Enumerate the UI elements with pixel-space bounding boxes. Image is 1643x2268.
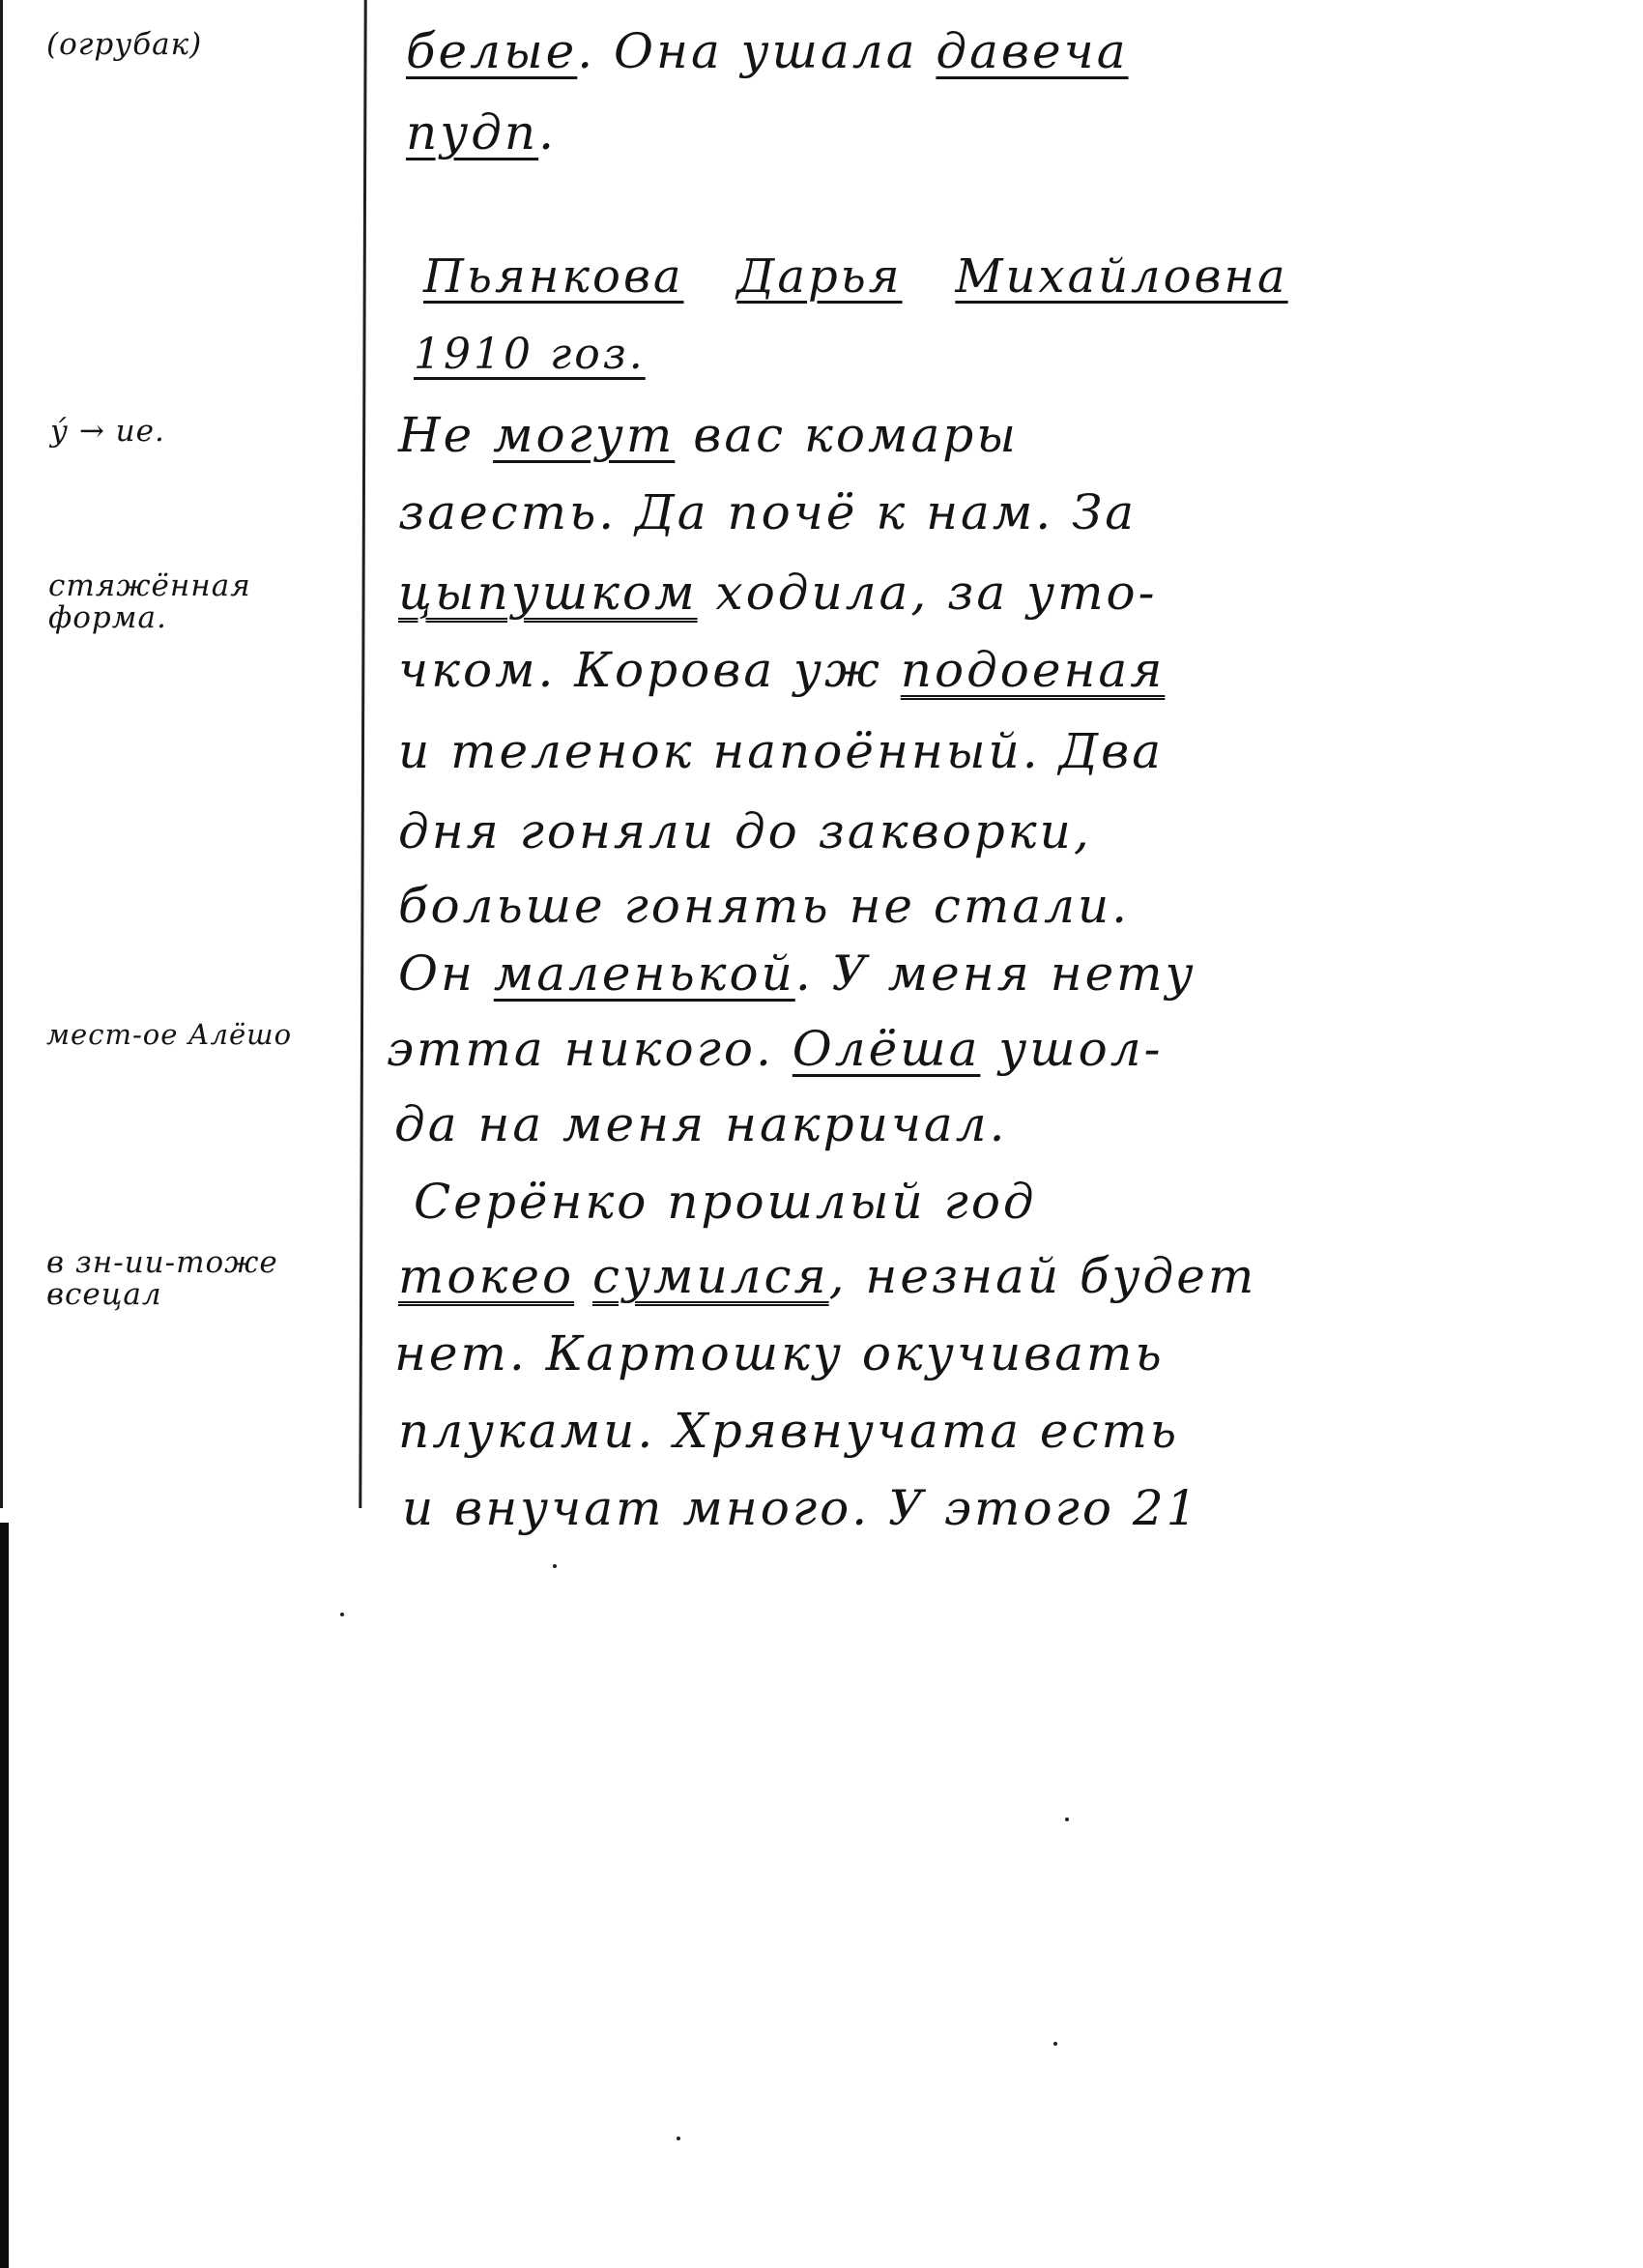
underlined-word: могут (493, 407, 676, 463)
speaker-year: 1910 гоз. (414, 330, 646, 379)
text-line (398, 407, 1019, 463)
scan-speck (677, 2137, 680, 2140)
text-fragment: , незнай будет (828, 1248, 1257, 1304)
underlined-word: маленькой (493, 945, 795, 1002)
scan-edge-shadow (0, 1523, 9, 2268)
text-fragment: дня гоняли до закворки, (398, 803, 1092, 859)
speaker-patronymic: Михайловна (955, 249, 1288, 304)
text-line (398, 642, 1166, 698)
underlined-word: давеча (936, 23, 1129, 79)
speaker-name: Дарья (736, 249, 903, 304)
text-fragment: ходила, за уто- (697, 565, 1158, 621)
page-left-border (0, 0, 3, 1508)
underlined-word: подоеная (900, 642, 1166, 698)
text-line (398, 723, 1165, 779)
text-fragment (574, 1248, 592, 1304)
text-fragment: Не (398, 407, 494, 463)
underlined-word: сумился (591, 1248, 829, 1304)
speaker-year-line (414, 330, 646, 379)
text-line (406, 104, 558, 160)
underlined-word: Олёша (792, 1021, 981, 1077)
text-fragment: Серёнко прошлый год (414, 1174, 1037, 1230)
margin-note: в зн-ии-тоже всецал (46, 1245, 278, 1312)
speaker-surname: Пьянкова (423, 249, 684, 304)
text-fragment: . У меня нету (794, 945, 1196, 1002)
text-fragment: больше гонять не стали. (398, 878, 1131, 934)
text-fragment: да на меня накричал. (394, 1096, 1008, 1152)
margin-note: стяжённая форма. (48, 568, 251, 635)
text-fragment: . (538, 104, 558, 160)
speaker-heading (423, 249, 1288, 304)
text-fragment: и теленок напоённый. Два (398, 723, 1165, 779)
underlined-word: пудп (406, 104, 539, 160)
scan-speck (340, 1613, 344, 1616)
margin-note: мест-ое Алёшо (46, 1018, 293, 1051)
text-line (387, 1021, 1164, 1077)
text-line (398, 803, 1092, 859)
underlined-word: белые (406, 23, 578, 79)
scan-speck (553, 1564, 557, 1568)
text-fragment: заесть. Да почё к нам. За (398, 484, 1138, 540)
text-fragment: вас комары (675, 407, 1019, 463)
underlined-word: цыпушком (398, 565, 698, 621)
text-line (402, 1480, 1200, 1536)
text-fragment: Он (398, 945, 494, 1002)
text-line (398, 945, 1196, 1002)
text-fragment: . Она ушала (577, 23, 937, 79)
margin-note: у́ → ие. (50, 414, 165, 449)
scan-speck (1065, 1817, 1069, 1821)
text-fragment: и внучат много. У этого 21 (402, 1480, 1200, 1536)
underlined-word: токео (398, 1248, 575, 1304)
text-line (398, 484, 1138, 540)
text-line (414, 1174, 1037, 1230)
text-line (398, 1248, 1257, 1304)
text-line (398, 565, 1158, 621)
text-line (398, 1403, 1180, 1459)
text-line (398, 878, 1131, 934)
text-fragment: нет. Картошку окучивать (394, 1325, 1165, 1381)
text-line (394, 1096, 1008, 1152)
text-line (406, 23, 1129, 79)
text-fragment: этта никого. (387, 1021, 793, 1077)
margin-note: (огрубак) (46, 27, 203, 62)
text-fragment: чком. Корова уж (398, 642, 901, 698)
scan-speck (1053, 2042, 1057, 2046)
text-fragment: ушол- (980, 1021, 1164, 1077)
text-fragment: плуками. Хрявнучата есть (398, 1403, 1180, 1459)
text-line (394, 1325, 1165, 1381)
